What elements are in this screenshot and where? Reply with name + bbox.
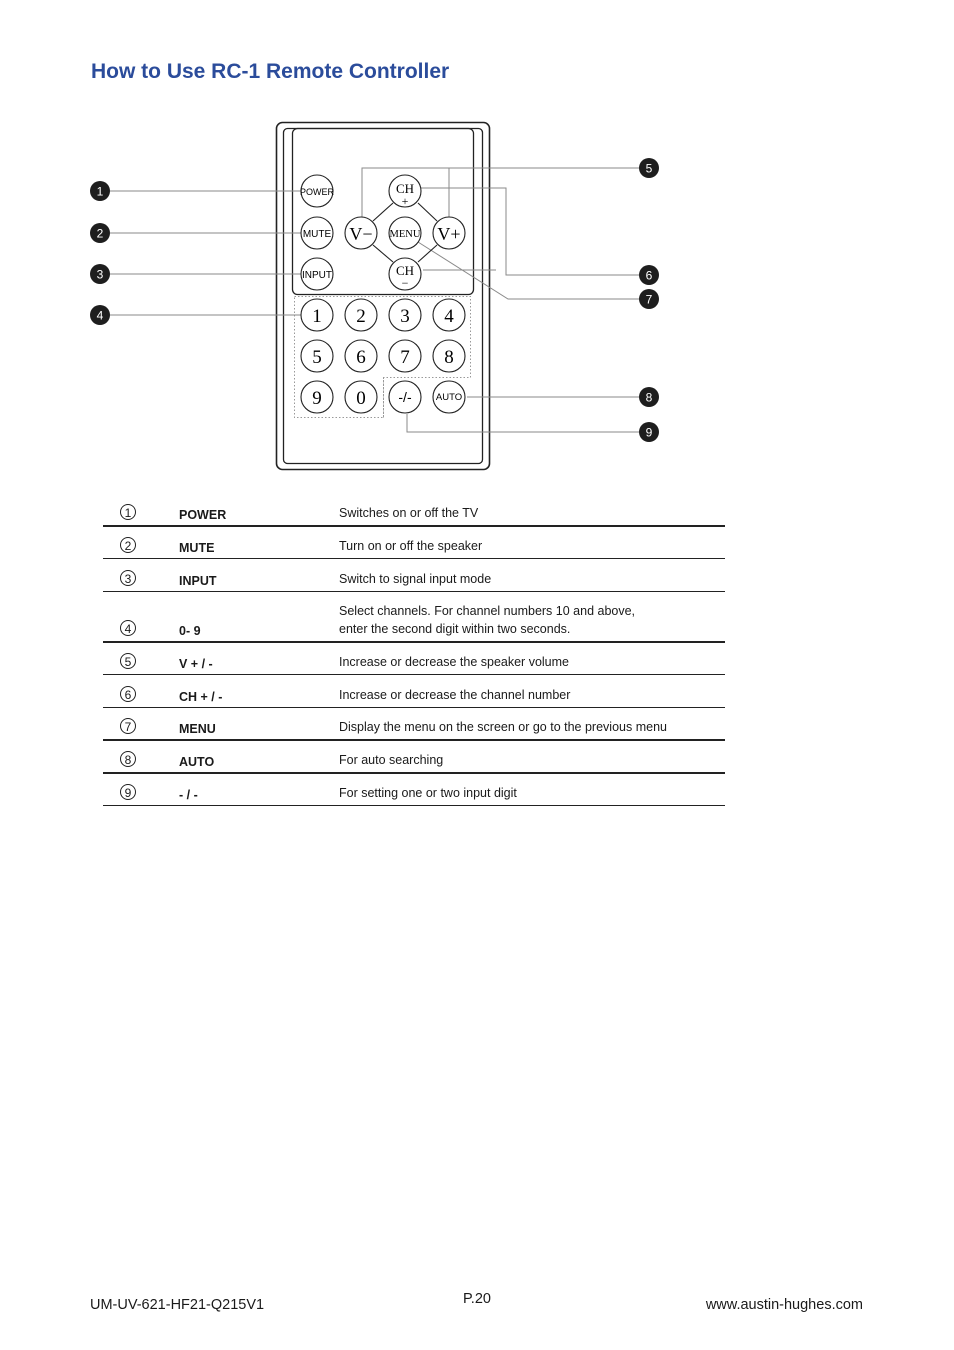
row-button-name: 0- 9 [179,624,201,638]
table-row [103,707,725,740]
row-button-name: CH + / - [179,689,223,704]
digit-label: 0 [356,388,366,409]
website-url: www.austin-hughes.com [705,1297,863,1313]
row-description: Increase or decrease the channel number [339,687,571,702]
callout-6 [639,265,659,285]
row-description: For auto searching [339,753,444,767]
volume-up-button[interactable] [433,217,465,249]
svg-text:8: 8 [645,390,653,405]
mute-button-label: MUTE [302,229,332,240]
page-title: How to Use RC-1 Remote Controller [91,60,450,83]
input-button[interactable] [301,258,333,290]
row-number: 4 [120,620,136,636]
row-description: Increase or decrease the speaker volume [339,654,569,669]
row-description: Switches on or off the TV [339,506,479,520]
row-button-name: INPUT [179,573,217,588]
svg-text:9: 9 [645,425,653,440]
digit-label: 8 [444,347,454,368]
digit-label: 6 [356,347,366,368]
power-button-label: POWER [299,187,335,197]
volume-down-label: V− [349,224,373,244]
callout-8 [639,387,659,407]
mute-button[interactable] [301,217,333,249]
row-button-name: - / - [179,787,198,802]
menu-button[interactable] [389,217,421,249]
auto-button[interactable] [433,381,465,413]
row-number: 2 [120,537,136,553]
table-row [103,674,725,707]
button-function-table [103,500,725,806]
row-button-name: AUTO [179,755,215,769]
digit-button-1[interactable] [301,299,333,331]
dash-button-label: -/- [398,389,412,405]
svg-text:3: 3 [96,267,104,282]
row-number: 8 [120,751,136,767]
row-description: Turn on or off the speaker [339,538,483,553]
callout-1 [90,181,110,201]
power-button[interactable] [300,175,335,207]
digit-button-5[interactable] [301,340,333,372]
digit-label: 1 [312,306,322,327]
row-number: 7 [120,718,136,734]
digit-label: 7 [400,347,410,368]
document-code: UM-UV-621-HF21-Q215V1 [90,1297,265,1313]
auto-button-label: AUTO [435,392,463,403]
svg-text:2: 2 [96,226,104,241]
row-description: Display the menu on the screen or go to the previous menu [339,720,667,734]
callout-9 [639,422,659,442]
digit-button-9[interactable] [301,381,333,413]
row-button-name: MENU [179,722,216,736]
digit-label: 4 [444,306,454,327]
menu-button-label: MENU [389,229,421,240]
input-button-label: INPUT [302,270,332,281]
svg-text:7: 7 [645,292,653,307]
ch-plus-label: CH [395,181,415,196]
volume-down-button[interactable] [345,217,377,249]
digit-button-8[interactable] [433,340,465,372]
row-description [339,591,725,642]
ch-plus-sign: + [401,194,409,208]
table-row [103,526,725,558]
row-number: 6 [120,686,136,702]
digit-button-6[interactable] [345,340,377,372]
table-row [103,500,725,526]
table-row [103,642,725,674]
callout-5 [639,158,659,178]
row-number: 1 [120,504,136,520]
svg-text:6: 6 [645,268,653,283]
row-button-name: V + / - [179,656,213,671]
callout-3 [90,264,110,284]
digit-button-3[interactable] [389,299,421,331]
row-number: 5 [120,653,136,669]
remote-diagram [0,110,954,480]
row-button-name: POWER [179,508,227,522]
digit-label: 2 [356,306,366,327]
row-button-name: MUTE [179,540,215,555]
table-row [103,773,725,805]
dash-button[interactable] [389,381,421,413]
svg-text:1: 1 [96,184,104,199]
digit-button-0[interactable] [345,381,377,413]
svg-text:5: 5 [645,161,653,176]
digit-label: 3 [400,306,410,327]
digit-label: 9 [312,388,322,409]
table-row [103,558,725,591]
ch-minus-button[interactable] [389,258,421,290]
page-number: P.20 [463,1291,491,1307]
digit-label: 5 [312,347,322,368]
ch-minus-sign: − [401,276,409,290]
callout-7 [639,289,659,309]
row-number: 9 [120,784,136,800]
digit-button-2[interactable] [345,299,377,331]
svg-text:4: 4 [96,308,104,323]
row-description: For setting one or two input digit [339,785,517,800]
row-description: Switch to signal input mode [339,571,492,586]
row-description-line: Select channels. For channel numbers 10 and above, [339,604,636,618]
row-description-line: enter the second digit within two seconds. [339,622,571,636]
row-number: 3 [120,570,136,586]
callout-4 [90,305,110,325]
table-row [103,591,725,642]
ch-minus-label: CH [395,263,415,278]
ch-plus-button[interactable] [389,175,421,208]
callout-2 [90,223,110,243]
digit-button-7[interactable] [389,340,421,372]
digit-button-4[interactable] [433,299,465,331]
volume-up-label: V+ [437,224,461,244]
table-row [103,740,725,773]
